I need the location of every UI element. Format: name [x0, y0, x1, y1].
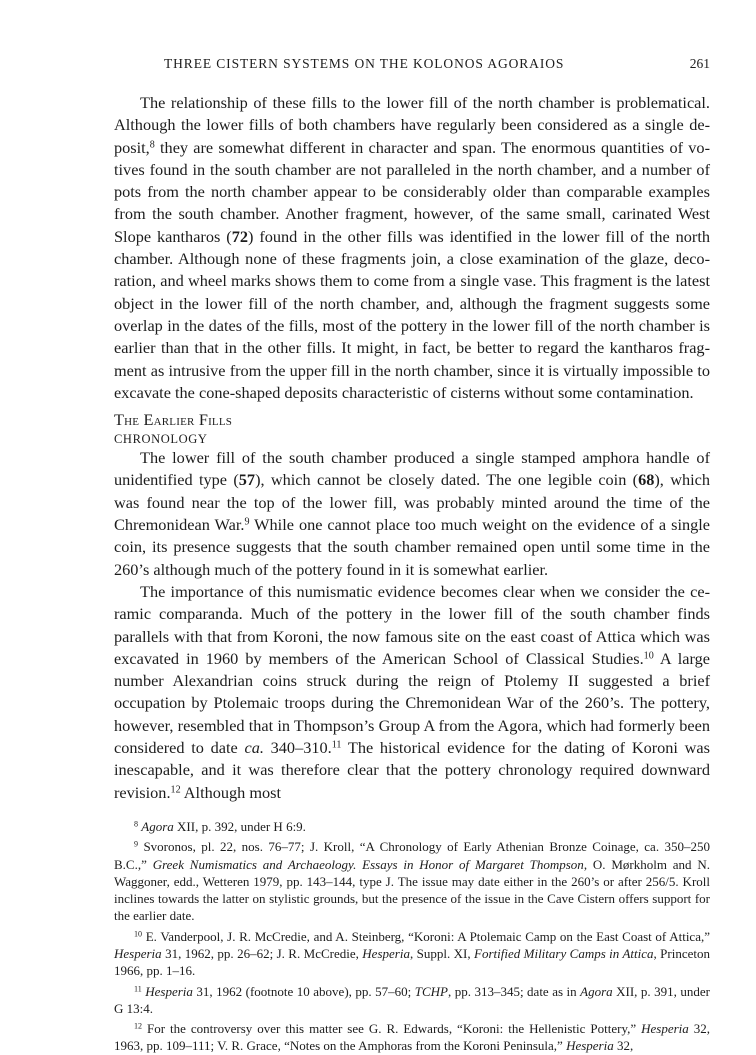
catalogue-ref: 57 — [238, 470, 256, 490]
subsection-heading: CHRONOLOGY — [114, 432, 208, 447]
page-number: 261 — [689, 56, 710, 71]
running-header — [114, 56, 710, 78]
footnote-ref: 8 — [149, 139, 155, 151]
paragraph-2: The lower fill of the south chamber produced a single stamped amphora handle of unidentified type (57), which cannot be closely dated. The one legible coin (68), which was found near the top of the lower fill, was probably minted around the time of the Chremonidean War.$^9$ While one cannot place too much weight on the evidence of a single coin, its presence suggests that the south chamber remained open until some time in the 260’s although much of the pottery found in it is somewhat earlier. — [114, 448, 711, 579]
footnote-9: $^9$ Svoronos, pl. 22, nos. 76–77; J. Kroll, “A Chronology of Early Athenian Bronze Coinage, ca. 350–250 B.C.,” Greek Numismatics and Archaeology. Essays in Honor of Margaret Thompson, O. Mørkholm and N. Waggoner, edd., Wetteren 1979, pp. 143–144, type J. The issue may date either in the 260’s or after 256/5. Kroll inclines towards the latter on stylistic grounds, but the presence of the issue in the Cave Cistern offers support for the earlier date. — [114, 839, 710, 924]
section-heading: The Earlier Fills — [114, 410, 233, 430]
paragraph-1: The relationship of these fills to the lower fill of the north chamber is problematical. Although the lower fills of both chambers have regularly been considered as a single deposit,$^8$ they are somewhat different in character and span. The enormous quantities of votives found in the south chamber are not paralleled in the north chamber, and a number of pots from the north chamber appear to be considerably older than comparable examples from the south chamber. Another fragment, however, of the same small, carinated West Slope kantharos (72) found in the other fills was identified in the lower fill of the north chamber. Although none of these fragments join, a close examination of the glaze, decoration, and wheel marks shows them to come from a single vase. This fragment is the latest object in the lower fill of the north chamber, and, although the fragment suggests some overlap in the dates of the fills, most of the pottery in the lower fill of the north chamber is earlier than that in the other fills. It might, in fact, be better to regard the kantharos fragment as intrusive from the upper fill in the north chamber, since it is virtually impossible to excavate the cone-shaped deposits characteristic of cisterns without some contamination. — [114, 93, 710, 402]
footnote-ref: 9 — [244, 516, 250, 528]
page — [114, 56, 710, 1055]
catalogue-ref: 68 — [638, 470, 655, 490]
paragraph-3: The importance of this numismatic evidence becomes clear when we consider the ceramic comparanda. Much of the pottery in the lower fill of the south chamber finds parallels with that from Koroni, the now famous site on the east coast of Attica which was excavated in 1960 by members of the American School of Classical Studies.$^{10}$ A large number Alexandrian coins struck during the reign of Ptolemy II suggested a brief occupation by Ptolemaic troops during the Chremonidean War of the 260’s. The pottery, however, resembled that in Thompson’s Group A from the Agora, which had formerly been considered to date ca. 340–310.11 The historical evidence for the dating of Koroni was inescapable, and it was therefore clear that the pottery chronology required downward revision.$^{12}$ Although most — [114, 581, 710, 802]
footnote-11: $^{11}$ Hesperia 31, 1962 (footnote 10 above), pp. 57–60; TCHP, pp. 313–345; date as in Agora XII, p. 391, under G 13:4. — [114, 983, 710, 1016]
footnote-10: $^{10}$ E. Vanderpool, J. R. McCredie, and A. Steinberg, “Koroni: A Ptolemaic Camp on the East Coast of Attica,” Hesperia 31, 1962, pp. 26–62; J. R. McCredie, Hesperia, Suppl. XI, Fortified Military Camps in Attica, Princeton 1966, pp. 1–16. — [114, 928, 710, 979]
footnote-ref: 11 — [331, 739, 342, 751]
footnotes — [114, 818, 710, 1055]
catalogue-ref: 72 — [231, 226, 248, 246]
running-title: THREE CISTERN SYSTEMS ON THE KOLONOS AGORAIOS — [164, 56, 565, 71]
footnote-ref: 10 — [643, 650, 654, 662]
footnote-8: $^8$ Agora XII, p. 392, under H 6:9. — [134, 818, 306, 834]
footnote-12: $^{12}$ For the controversy over this matter see G. R. Edwards, “Koroni: the Hellenistic Pottery,” Hesperia 32, 1963, pp. 109–111; V. R. Grace, “Notes on the Amphoras from the Koroni Peninsula,” Hesperia 32, — [114, 1021, 711, 1054]
footnote-ref: 12 — [170, 784, 181, 796]
